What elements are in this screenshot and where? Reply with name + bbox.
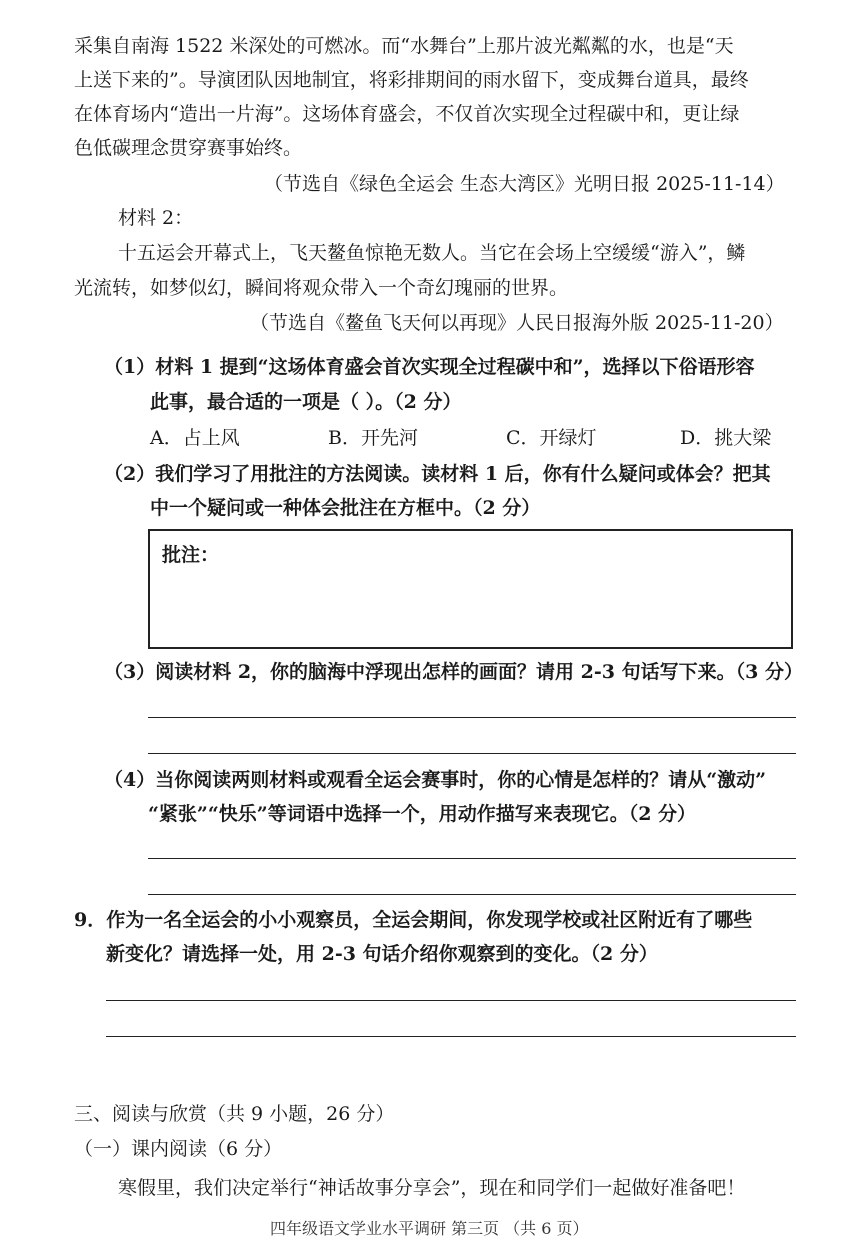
answer-line-q3-2[interactable] bbox=[148, 753, 796, 754]
section-3-subtitle: （一）课内阅读（6 分） bbox=[74, 1138, 283, 1160]
question-1-line-2: 此事，最合适的一项是（ ）。（2 分） bbox=[150, 391, 462, 413]
answer-line-q3-1[interactable] bbox=[148, 717, 796, 718]
option-b[interactable]: B．开先河 bbox=[328, 427, 418, 449]
section-3-intro: 寒假里，我们决定举行“神话故事分享会”，现在和同学们一起做好准备吧！ bbox=[118, 1177, 746, 1199]
answer-line-q4-1[interactable] bbox=[148, 858, 796, 859]
question-9-line-2: 新变化？请选择一处，用 2-3 句话介绍你观察到的变化。（2 分） bbox=[106, 943, 658, 965]
option-c[interactable]: C．开绿灯 bbox=[506, 427, 597, 449]
material1-line-4: 色低碳理念贯穿赛事始终。 bbox=[74, 137, 303, 159]
question-4-line-2: “紧张”“快乐”等词语中选择一个，用动作描写来表现它。（2 分） bbox=[148, 803, 697, 825]
footer-clip bbox=[0, 1212, 867, 1238]
question-4-line-1: （4）当你阅读两则材料或观看全运会赛事时，你的心情是怎样的？请从“激动” bbox=[104, 769, 767, 791]
material2-line-2: 光流转，如梦似幻，瞬间将观众带入一个奇幻瑰丽的世界。 bbox=[74, 277, 569, 299]
question-9-line-1: 9．作为一名全运会的小小观察员，全运会期间，你发现学校或社区附近有了哪些 bbox=[74, 909, 753, 931]
material2-title: 材料 2： bbox=[118, 207, 194, 229]
answer-line-q9-1[interactable] bbox=[106, 1000, 796, 1001]
option-d[interactable]: D．挑大梁 bbox=[680, 427, 772, 449]
annotation-box[interactable] bbox=[148, 529, 793, 649]
annotation-label: 批注： bbox=[162, 544, 220, 566]
answer-line-q4-2[interactable] bbox=[148, 894, 796, 895]
option-a[interactable]: A．占上风 bbox=[150, 427, 240, 449]
page-footer: 四年级语文学业水平调研 第三页 （共 6 页） bbox=[270, 1219, 589, 1238]
answer-line-q9-2[interactable] bbox=[106, 1036, 796, 1037]
material2-source: （节选自《鳌鱼飞天何以再现》人民日报海外版 2025-11-20） bbox=[250, 312, 784, 334]
question-2-line-2: 中一个疑问或一种体会批注在方框中。（2 分） bbox=[150, 497, 541, 519]
material1-line-3: 在体育场内“造出一片海”。这场体育盛会，不仅首次实现全过程碳中和，更让绿 bbox=[74, 103, 740, 125]
material1-source: （节选自《绿色全运会 生态大湾区》光明日报 2025-11-14） bbox=[264, 173, 785, 195]
material1-line-2: 上送下来的”。导演团队因地制宜，将彩排期间的雨水留下，变成舞台道具，最终 bbox=[74, 69, 749, 91]
question-1-line-1: （1）材料 1 提到“这场体育盛会首次实现全过程碳中和”，选择以下俗语形容 bbox=[104, 356, 755, 378]
material1-line-1: 采集自南海 1522 米深处的可燃冰。而“水舞台”上那片波光粼粼的水，也是“天 bbox=[74, 35, 734, 57]
material2-line-1: 十五运会开幕式上，飞天鳌鱼惊艳无数人。当它在会场上空缓缓“游入”，鳞 bbox=[118, 242, 746, 264]
question-3-line-1: （3）阅读材料 2，你的脑海中浮现出怎样的画面？请用 2-3 句话写下来。（3 分） bbox=[104, 661, 803, 683]
question-2-line-1: （2）我们学习了用批注的方法阅读。读材料 1 后，你有什么疑问或体会？把其 bbox=[104, 463, 771, 485]
section-3-title: 三、阅读与欣赏（共 9 小题，26 分） bbox=[74, 1103, 395, 1125]
